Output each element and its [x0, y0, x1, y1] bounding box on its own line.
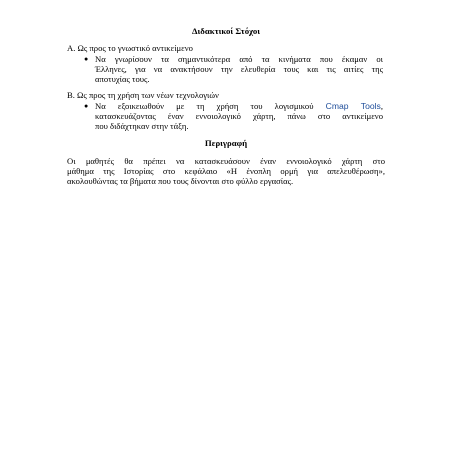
text-fragment: Να εξοικειωθούν με τη χρήση του λογισμικού: [95, 101, 314, 111]
page-title: Διδακτικοί Στόχοι: [192, 26, 260, 36]
section-a-label: Α. Ως προς το γνωστικό αντικείμενο: [67, 43, 193, 53]
section-b-label: Β. Ως προς τη χρήση των νέων τεχνολογιών: [67, 90, 219, 100]
section-a-bullet: [84, 54, 384, 86]
text-fragment: ,: [380, 101, 383, 111]
section-b-bullet-text: [95, 101, 383, 131]
text-line: Να γνωρίσουν τα σημαντικότερα από τα κινήματα που έκαμαν οι: [95, 54, 383, 64]
text-line: που διδάχτηκαν στην τάξη.: [95, 121, 189, 131]
bullet-icon: ●: [84, 55, 89, 63]
description-title: Περιγραφή: [204, 138, 248, 148]
text-line: Οι μαθητές θα πρέπει να κατασκευάσουν έναν εννοιολογικό χάρτη στο: [67, 156, 385, 166]
text-line: αποτυχίας τους.: [95, 74, 150, 84]
text-line: ακολουθώντας τα βήματα που τους δίνονται στο φύλλο εργασίας.: [67, 176, 294, 186]
text-line: Έλληνες, για να ανακτήσουν την ελευθερία τους και τις αιτίες της: [95, 64, 383, 74]
text-line: [95, 101, 383, 111]
section-a-bullet-text: [95, 54, 383, 84]
section-b-bullet: [84, 101, 384, 133]
description-paragraph: [67, 156, 385, 186]
software-name: Cmap Tools: [325, 101, 381, 111]
text-line: μάθημα της Ιστορίας στο κεφάλαιο «Η ένοπλη ορμή για απελευθέρωση»,: [67, 166, 385, 176]
text-line: κατασκευάζοντας έναν εννοιολογικό χάρτη, πάνω στο αντικείμενο: [95, 111, 383, 121]
bullet-icon: ●: [84, 102, 89, 110]
